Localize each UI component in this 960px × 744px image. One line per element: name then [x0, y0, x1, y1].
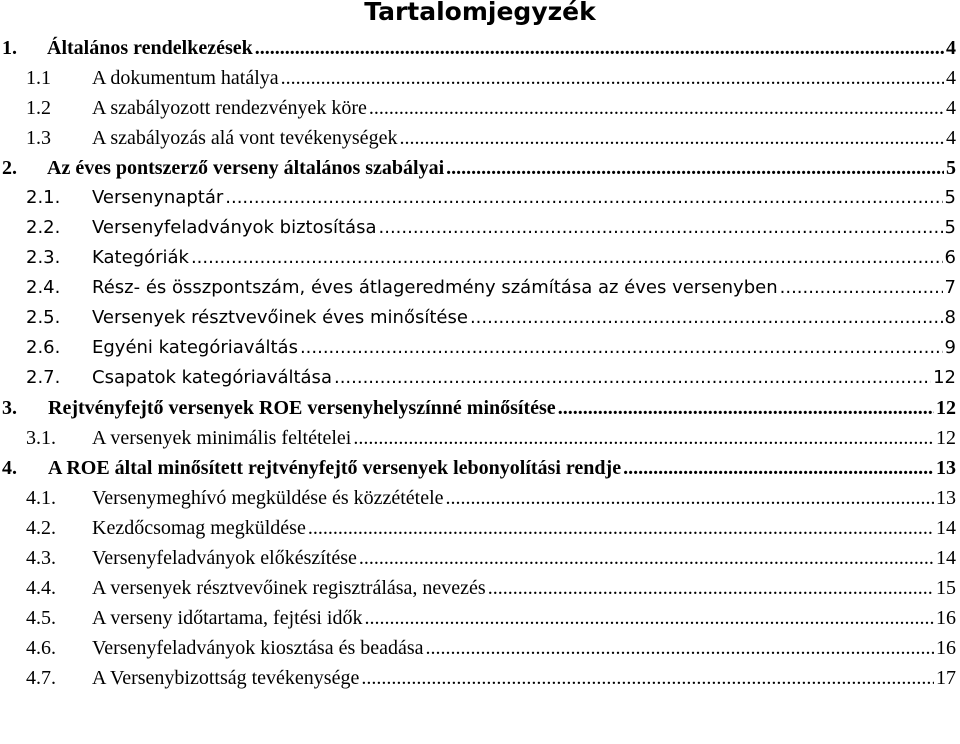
- toc-entry-4-6[interactable]: [0, 633, 960, 663]
- toc-entry-number: 4.4.: [26, 577, 56, 599]
- dot-leader: [361, 663, 934, 693]
- toc-entry-number: 1.1: [26, 67, 51, 89]
- dot-leader: [359, 543, 934, 573]
- toc-entry-label: A versenyek résztvevőinek regisztrálása, nevezés: [92, 577, 486, 599]
- toc-entry-number: 1.: [2, 37, 17, 59]
- toc-entry-3[interactable]: [0, 393, 960, 423]
- toc-entry-2-1[interactable]: [0, 183, 960, 213]
- toc-entry-number: 2.7.: [26, 367, 61, 388]
- toc-entry-number: 1.3: [26, 127, 51, 149]
- dot-leader: [399, 123, 944, 153]
- toc-entry-page: 14: [936, 517, 956, 539]
- dot-leader: [369, 93, 944, 123]
- toc-entry-page: 8: [944, 307, 956, 328]
- toc-entry-2-2[interactable]: [0, 213, 960, 243]
- toc-entry-3-1[interactable]: [0, 423, 960, 453]
- dot-leader: [780, 273, 943, 303]
- toc-entry-2-3[interactable]: [0, 243, 960, 273]
- toc-entry-page: 12: [936, 427, 956, 449]
- toc-entry-1-1[interactable]: [0, 63, 960, 93]
- toc-entry-1[interactable]: [0, 33, 960, 63]
- toc-entry-label: Versenyfeladványok előkészítése: [92, 547, 357, 569]
- toc-entry-label: Rész- és összpontszám, éves átlageredmény számítása az éves versenyben: [92, 277, 778, 298]
- toc-entry-page: 5: [944, 217, 956, 238]
- toc-entry-number: 4.5.: [26, 607, 56, 629]
- dot-leader: [300, 333, 943, 363]
- toc-entry-page: 5: [944, 187, 956, 208]
- toc-entry-label: A verseny időtartama, fejtési idők: [92, 607, 363, 629]
- page-title: Tartalomjegyzék: [364, 0, 596, 26]
- dot-leader: [558, 393, 934, 423]
- toc-entry-label: A szabályozott rendezvények köre: [92, 97, 367, 119]
- dot-leader: [470, 303, 943, 333]
- toc-entry-page: 12: [936, 397, 956, 419]
- toc-entry-number: 3.: [2, 397, 17, 419]
- dot-leader: [379, 213, 943, 243]
- toc-entry-label: Versenymeghívó megküldése és közzététele: [92, 487, 444, 509]
- toc-entry-label: Csapatok kategóriaváltása: [92, 367, 332, 388]
- toc-entry-4-4[interactable]: [0, 573, 960, 603]
- toc-entry-page: 5: [946, 157, 956, 179]
- toc-entry-number: 4.1.: [26, 487, 56, 509]
- toc-entry-label: Kategóriák: [92, 247, 189, 268]
- toc-entry-4-5[interactable]: [0, 603, 960, 633]
- toc-entry-number: 3.1.: [26, 427, 56, 449]
- toc-entry-label: A dokumentum hatálya: [92, 67, 279, 89]
- toc-entry-number: 4.6.: [26, 637, 56, 659]
- toc-entry-number: 4.7.: [26, 667, 56, 689]
- toc-entry-number: 2.4.: [26, 277, 61, 298]
- dot-leader: [446, 483, 934, 513]
- dot-leader: [488, 573, 934, 603]
- toc-entry-label: Az éves pontszerző verseny általános szabályai: [47, 157, 445, 179]
- toc-entry-number: 2.: [2, 157, 17, 179]
- toc-entry-page: 16: [936, 607, 956, 629]
- dot-leader: [225, 183, 942, 213]
- toc-entry-page: 12: [933, 367, 956, 388]
- toc-entry-4[interactable]: [0, 453, 960, 483]
- dot-leader: [255, 33, 944, 63]
- toc-entry-page: 17: [936, 667, 956, 689]
- toc-entry-label: Versenyfeladványok kiosztása és beadása: [92, 637, 424, 659]
- toc-entry-2-4[interactable]: [0, 273, 960, 303]
- toc-entry-number: 2.6.: [26, 337, 61, 358]
- toc-entry-label: Rejtvényfejtő versenyek ROE versenyhelyszínné minősítése: [48, 397, 556, 419]
- dot-leader: [334, 363, 931, 393]
- toc-entry-page: 7: [944, 277, 956, 298]
- toc-entry-page: 16: [936, 637, 956, 659]
- dot-leader: [426, 633, 934, 663]
- toc-entry-label: Kezdőcsomag megküldése: [92, 517, 306, 539]
- toc-entry-number: 4.2.: [26, 517, 56, 539]
- toc-entry-1-3[interactable]: [0, 123, 960, 153]
- toc-entry-label: Versenynaptár: [92, 187, 224, 208]
- toc-entry-2[interactable]: [0, 153, 960, 183]
- toc-entry-number: 2.2.: [26, 217, 61, 238]
- toc-entry-4-7[interactable]: [0, 663, 960, 693]
- toc-entry-4-1[interactable]: [0, 483, 960, 513]
- toc-entry-page: 4: [946, 127, 956, 149]
- dot-leader: [281, 63, 944, 93]
- toc-entry-page: 9: [944, 337, 956, 358]
- toc-entry-1-2[interactable]: [0, 93, 960, 123]
- toc-entry-2-7[interactable]: [0, 363, 960, 393]
- toc-entry-label: A Versenybizottság tevékenysége: [92, 667, 360, 689]
- toc-entry-number: 4.: [2, 457, 17, 479]
- toc-entry-label: Versenyfeladványok biztosítása: [92, 217, 377, 238]
- toc-entry-page: 13: [936, 487, 956, 509]
- toc-entry-number: 2.3.: [26, 247, 61, 268]
- toc-entry-4-2[interactable]: [0, 513, 960, 543]
- toc-entry-page: 15: [936, 577, 956, 599]
- toc-entry-page: 6: [944, 247, 956, 268]
- toc-entry-page: 4: [946, 37, 956, 59]
- toc-entry-label: Egyéni kategóriaváltás: [92, 337, 298, 358]
- toc-entry-number: 4.3.: [26, 547, 56, 569]
- toc-entry-number: 1.2: [26, 97, 51, 119]
- toc-entry-label: A versenyek minimális feltételei: [92, 427, 352, 449]
- dot-leader: [446, 153, 944, 183]
- toc-entry-4-3[interactable]: [0, 543, 960, 573]
- dot-leader: [191, 243, 943, 273]
- toc-entry-label: A ROE által minősített rejtvényfejtő versenyek lebonyolítási rendje: [48, 457, 622, 479]
- dot-leader: [353, 423, 934, 453]
- toc-entry-number: 2.5.: [26, 307, 61, 328]
- toc-entry-page: 4: [946, 67, 956, 89]
- dot-leader: [623, 453, 934, 483]
- toc-entry-page: 14: [936, 547, 956, 569]
- toc-entry-2-5[interactable]: [0, 303, 960, 333]
- toc-entry-label: A szabályozás alá vont tevékenységek: [92, 127, 398, 149]
- toc-entry-2-6[interactable]: [0, 333, 960, 363]
- dot-leader: [364, 603, 934, 633]
- toc-entry-page: 4: [946, 97, 956, 119]
- toc-entry-label: Általános rendelkezések: [47, 37, 253, 59]
- dot-leader: [308, 513, 934, 543]
- toc-entry-page: 13: [936, 457, 956, 479]
- toc-entry-number: 2.1.: [26, 187, 61, 208]
- toc-entry-label: Versenyek résztvevőinek éves minősítése: [92, 307, 468, 328]
